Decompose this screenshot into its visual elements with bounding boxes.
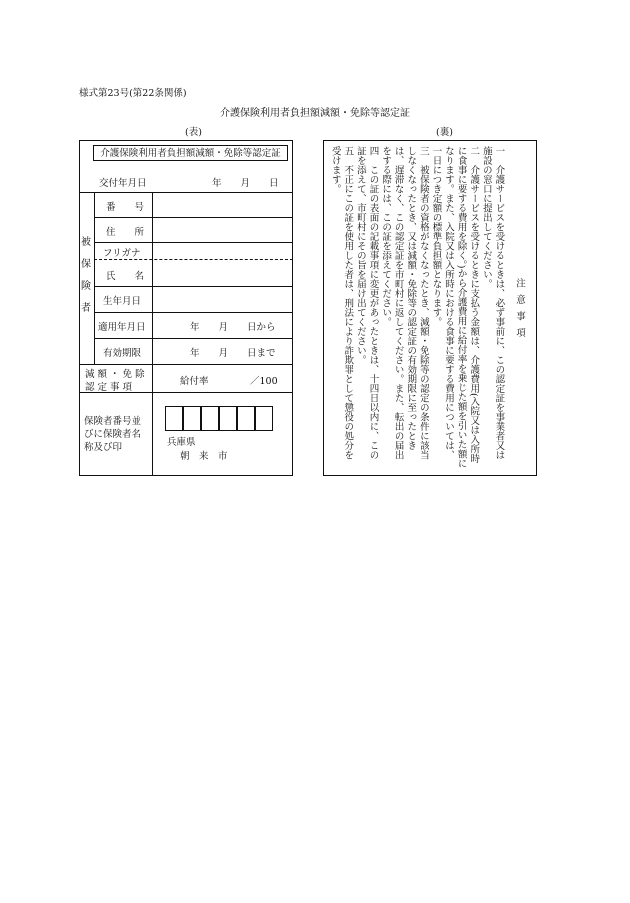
applicable-date-label: 適用年月日 bbox=[98, 322, 146, 333]
furigana-label: フリガナ bbox=[103, 248, 141, 259]
benefit-rate-value: ／100 bbox=[250, 376, 278, 387]
expiry-value: 年 月 日まで bbox=[190, 348, 276, 359]
note-item: 二 介護サービスを受けるときに支払う金額は、介護費用(入院又は入所時に食事に要する費用を除く。)から介護費用に給付率を乗じた額を引いた額になります。また、入院又は入所時における食事に要する費用については、一日につき定額の標準負担額となります。 bbox=[430, 146, 480, 468]
insurer-number-bold-group bbox=[201, 406, 255, 431]
insured-section-label: 被 保 険 者 bbox=[81, 237, 91, 314]
insurer-label-line1: 保険者番号並 bbox=[84, 416, 142, 427]
back-side-label: (裏) bbox=[436, 127, 453, 138]
notes-area bbox=[329, 146, 525, 468]
note-item: 三 被保険者の資格がなくなったとき、減額・免除等の認定の条件に該当しなくなったとき、又は減額・免除等の認定証の有効期限に至ったときは、遅滞なく、この認定証を市町村に返してください。また、転出の届出をする際には、この証を添えてください。 bbox=[380, 146, 429, 460]
insurer-label-line3: 称及び印 bbox=[84, 442, 123, 453]
notes-heading: 注意事項 bbox=[514, 278, 525, 344]
benefit-rate-label: 給付率 bbox=[180, 376, 209, 387]
front-side-label: (表) bbox=[185, 127, 202, 138]
number-label: 番 号 bbox=[106, 202, 145, 213]
row-divider bbox=[94, 312, 293, 313]
form-number: 様式第23号(第22条関係) bbox=[79, 88, 187, 99]
insured-section-divider bbox=[94, 192, 95, 364]
row-divider bbox=[94, 242, 293, 243]
furigana-dashed-divider bbox=[94, 259, 293, 260]
reduction-label-line2: 認 定 事 項 bbox=[85, 382, 133, 393]
insurer-number-box bbox=[165, 406, 183, 431]
note-item: 五 不正にこの証を使用した者は、刑法により詐欺罪として懲役の処分を受けます。 bbox=[329, 146, 354, 460]
document-title: 介護保険利用者負担額減額・免除等認定証 bbox=[220, 108, 410, 119]
birthdate-label: 生年月日 bbox=[103, 296, 142, 307]
insurer-number-box bbox=[255, 406, 273, 431]
name-label: 氏 名 bbox=[106, 271, 145, 282]
row-divider bbox=[94, 338, 293, 339]
insurer-label-line2: びに保険者名 bbox=[84, 429, 142, 440]
applicable-date-value: 年 月 日から bbox=[190, 322, 276, 333]
note-item: 四 この証の表面の記載事項に変更があったときは、十四日以内に、この証を添えて、市町村にその旨を届け出てください。 bbox=[354, 146, 379, 460]
address-label: 住 所 bbox=[106, 227, 145, 238]
insurer-prefecture: 兵庫県 bbox=[167, 437, 196, 448]
front-card-title: 介護保険利用者負担額減額・免除等認定証 bbox=[93, 145, 288, 161]
row-divider bbox=[79, 192, 293, 193]
issue-date-value: 年 月 日 bbox=[212, 178, 279, 189]
row-divider bbox=[79, 364, 293, 365]
insurer-city: 朝 来 市 bbox=[180, 451, 228, 462]
row-divider bbox=[94, 217, 293, 218]
row-divider bbox=[94, 286, 293, 287]
reduction-label-line1: 減 額 ・ 免 除 bbox=[85, 369, 145, 380]
insurer-number-box bbox=[183, 406, 201, 431]
expiry-label: 有効期限 bbox=[103, 348, 142, 359]
note-item: 一 介護サービスを受けるときは、必ず事前に、この認定証を事業者又は施設の窓口に提出してください。 bbox=[480, 146, 505, 460]
issue-date-label: 交付年月日 bbox=[99, 178, 147, 189]
label-column-divider bbox=[152, 192, 153, 476]
